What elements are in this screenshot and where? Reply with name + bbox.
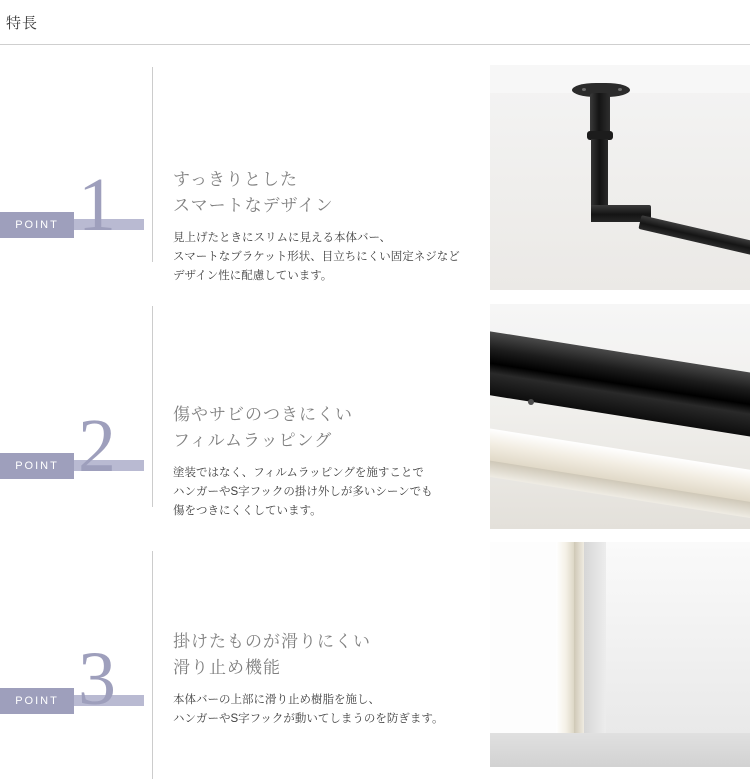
point-number-1: 1 — [78, 163, 116, 247]
anti-slip-photo — [490, 542, 750, 767]
feature-heading-2-line2: フィルムラッピング — [173, 431, 333, 450]
feature-heading-1 — [173, 167, 473, 219]
feature-text-2 — [173, 402, 473, 521]
point-tab-label-1: POINT — [15, 219, 59, 231]
point-tab-2 — [0, 453, 74, 479]
photo1-arm — [591, 139, 608, 213]
features-list — [0, 45, 750, 769]
feature-body-3 — [173, 691, 473, 729]
point-number-2: 2 — [78, 404, 116, 488]
feature-heading-3-line2: 滑り止め機能 — [173, 658, 281, 677]
ceiling-bracket-photo — [490, 65, 750, 290]
feature-body-1-line2: スマートなブラケット形状、目立ちにくい固定ネジなど — [173, 251, 460, 263]
feature-divider-3 — [152, 551, 153, 779]
feature-body-1 — [173, 229, 473, 286]
point-tab-1 — [0, 212, 74, 238]
photo1-screw-right — [618, 88, 622, 91]
point-tab-label-3: POINT — [15, 695, 59, 707]
page-title: 特長 — [6, 14, 39, 32]
feature-body-3-line2: ハンガーやS字フックが動いてしまうのを防ぎます。 — [173, 713, 444, 725]
feature-heading-2 — [173, 402, 473, 454]
feature-body-1-line1: 見上げたときにスリムに見える本体バー、 — [173, 232, 392, 244]
feature-block-1 — [0, 45, 750, 284]
feature-heading-3 — [173, 629, 473, 681]
feature-block-3 — [0, 529, 750, 769]
feature-heading-1-line1: すっきりとした — [173, 170, 298, 189]
point-tab-label-2: POINT — [15, 460, 59, 472]
feature-block-2 — [0, 284, 750, 529]
photo2-screw — [528, 399, 534, 405]
feature-body-2 — [173, 464, 473, 521]
feature-body-3-line1: 本体バーの上部に滑り止め樹脂を施し、 — [173, 694, 380, 706]
feature-text-1 — [173, 167, 473, 286]
photo1-screw-left — [582, 88, 586, 91]
feature-text-3 — [173, 629, 473, 729]
film-wrapping-photo — [490, 304, 750, 529]
feature-body-1-line3: デザイン性に配慮しています。 — [173, 270, 333, 282]
page-header — [0, 0, 750, 44]
photo3-floor — [490, 733, 750, 767]
point-tab-3 — [0, 688, 74, 714]
photo1-hanging-bar — [638, 215, 750, 256]
feature-body-2-line3: 傷をつきにくくしています。 — [173, 505, 322, 517]
point-number-3: 3 — [78, 637, 116, 721]
feature-divider-2 — [152, 306, 153, 507]
feature-heading-2-line1: 傷やサビのつきにくい — [173, 405, 353, 424]
feature-divider-1 — [152, 67, 153, 262]
feature-heading-1-line2: スマートなデザイン — [173, 196, 334, 215]
feature-body-2-line2: ハンガーやS字フックの掛け外しが多いシーンでも — [173, 486, 433, 498]
feature-body-2-line1: 塗装ではなく、フィルムラッピングを施すことで — [173, 467, 424, 479]
feature-heading-3-line1: 掛けたものが滑りにくい — [173, 632, 371, 651]
